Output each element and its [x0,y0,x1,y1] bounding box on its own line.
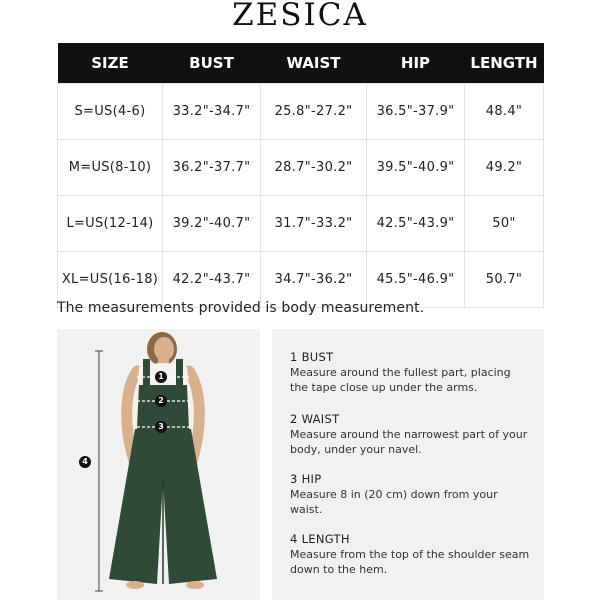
marker-hip: 3 [155,421,167,433]
marker-bust: 1 [155,371,167,383]
cell-bust: 39.2"-40.7" [163,196,261,252]
guide-waist-title: 2 WAIST [290,412,340,426]
guide-length-title: 4 LENGTH [290,532,350,546]
cell-waist: 34.7"-36.2" [261,252,367,308]
cell-length: 48.4" [465,84,544,140]
measurement-note: The measurements provided is body measurement. [57,300,425,316]
guide-bust [290,350,530,395]
guide-hip-title: 3 HIP [290,472,322,486]
guide-length-desc: Measure from the top of the shoulder seam down to the hem. [290,548,530,576]
cell-hip: 36.5"-37.9" [367,84,465,140]
cell-size: XL=US(16-18) [58,252,163,308]
table-header-row [58,43,544,84]
guide-length [290,532,530,577]
cell-bust: 36.2"-37.7" [163,140,261,196]
header-size: SIZE [58,43,163,84]
cell-hip: 45.5"-46.9" [367,252,465,308]
cell-size: L=US(12-14) [58,196,163,252]
table-row [58,196,544,252]
cell-length: 50" [465,196,544,252]
guide-bust-desc: Measure around the fullest part, placing the tape close up under the arms. [290,366,511,394]
measurement-guide [272,329,544,600]
guide-hip [290,472,530,517]
cell-size: M=US(8-10) [58,140,163,196]
cell-waist: 28.7"-30.2" [261,140,367,196]
cell-hip: 39.5"-40.9" [367,140,465,196]
table-row [58,84,544,140]
brand-logo: ZESICA [232,0,368,33]
guide-waist-desc: Measure around the narrowest part of your body, under your navel. [290,428,528,456]
guide-bust-title: 1 BUST [290,350,334,364]
guide-waist [290,412,530,457]
model-illustration [57,329,260,600]
header-length: LENGTH [465,43,544,84]
size-chart-table [57,43,544,308]
marker-waist: 2 [155,395,167,407]
cell-waist: 25.8"-27.2" [261,84,367,140]
cell-size: S=US(4-6) [58,84,163,140]
table-row [58,140,544,196]
marker-length: 4 [79,456,91,468]
cell-length: 49.2" [465,140,544,196]
cell-length: 50.7" [465,252,544,308]
header-bust: BUST [163,43,261,84]
cell-hip: 42.5"-43.9" [367,196,465,252]
cell-bust: 33.2"-34.7" [163,84,261,140]
guide-hip-desc: Measure 8 in (20 cm) down from your waist. [290,488,498,516]
header-hip: HIP [367,43,465,84]
cell-bust: 42.2"-43.7" [163,252,261,308]
header-waist: WAIST [261,43,367,84]
cell-waist: 31.7"-33.2" [261,196,367,252]
